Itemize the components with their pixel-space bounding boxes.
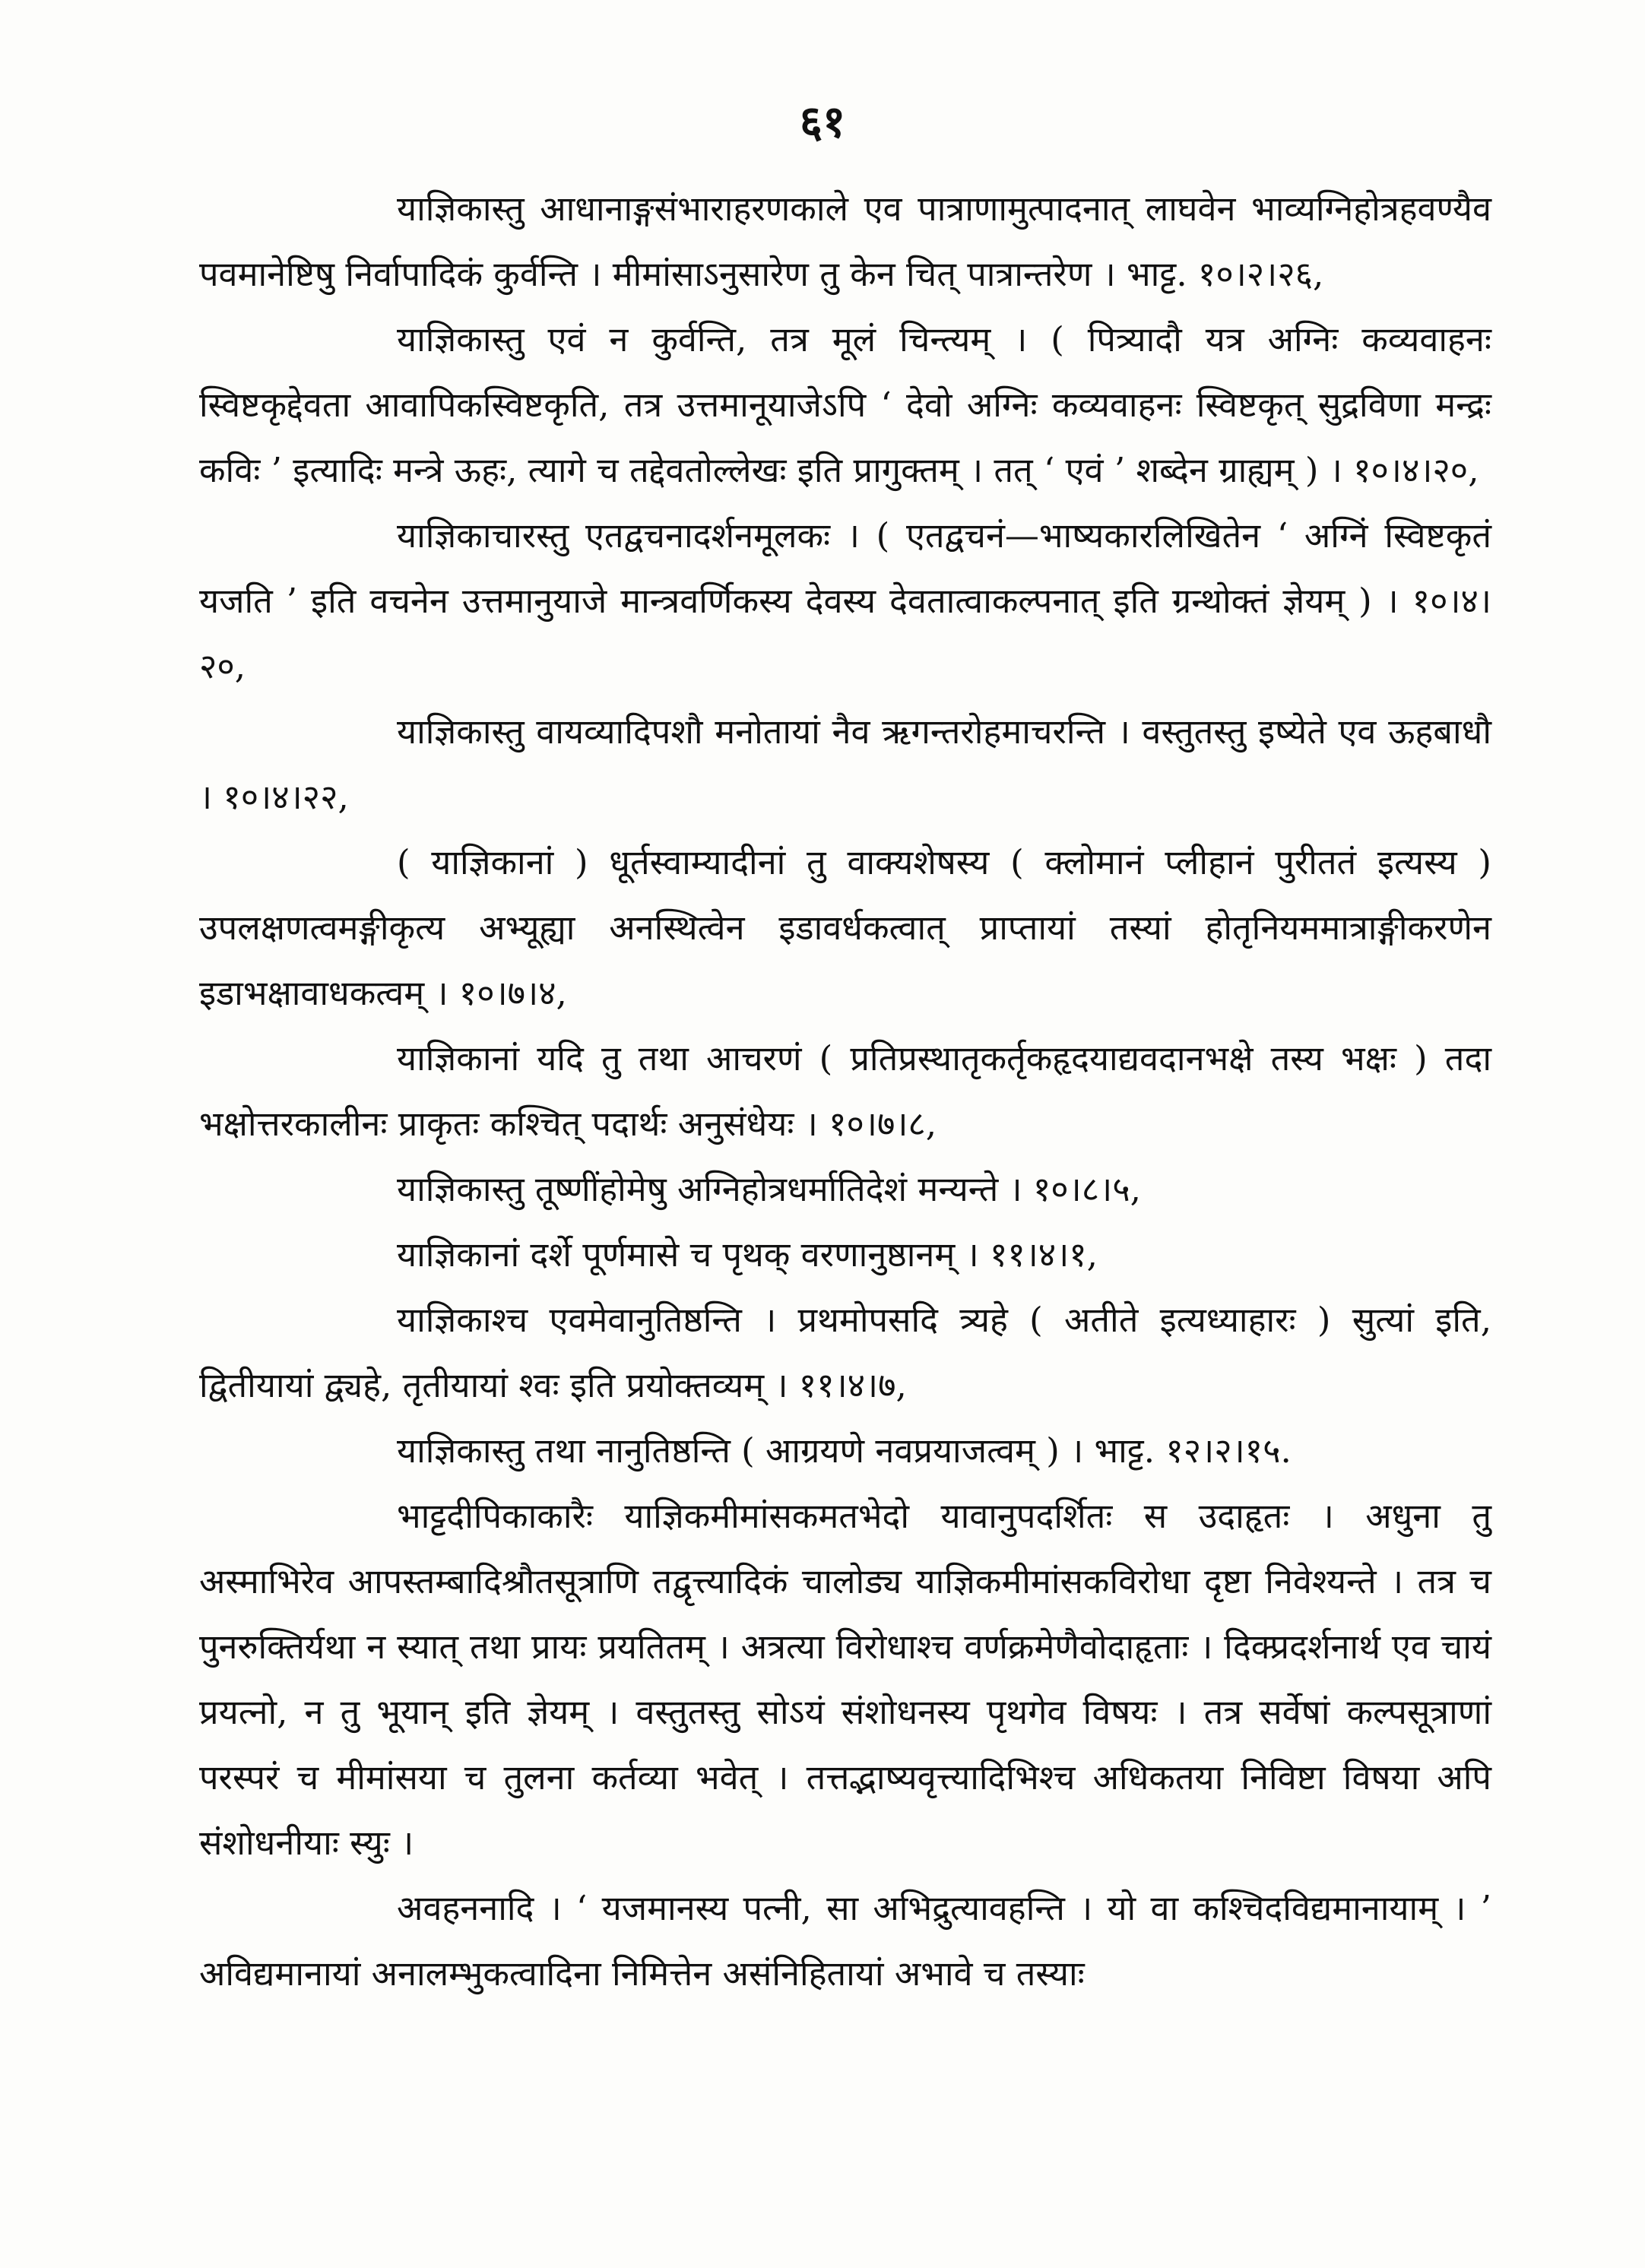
page-number: ६१ [799, 96, 846, 147]
paragraph: याज्ञिकानां यदि तु तथा आचरणं ( प्रतिप्रस्थातृकर्तृकहृदयाद्यवदानभक्षे तस्य भक्षः ) तदा भक्षोत्तरकालीनः प्राकृतः कश्चित् पदार्थः अनुसंधेयः । १०।७।८, [199, 1038, 1491, 1144]
paragraph: याज्ञिकाचारस्तु एतद्वचनादर्शनमूलकः । ( एतद्वचनं—भाष्यकारलिखितेन ‘ अग्निं स्विष्टकृतं यजति ’ इति वचनेन उत्तमानुयाजे मान्त्रवर्णिकस्य देवस्य देवतात्वाकल्पनात् इति ग्रन्थोक्तं ज्ञेयम् ) । १०।४।२०, [199, 515, 1491, 686]
paragraph: याज्ञिकाश्च एवमेवानुतिष्ठन्ति । प्रथमोपसदि त्र्यहे ( अतीते इत्यध्याहारः ) सुत्यां इति, द्वितीयायां द्व्यहे, तृतीयायां श्वः इति प्रयोक्तव्यम् । ११।४।७, [199, 1300, 1491, 1405]
paragraph: अवहननादि । ‘ यजमानस्य पत्नी, सा अभिद्रुत्यावहन्ति । यो वा कश्चिदविद्यमानायाम् । ’ अविद्यमानायां अनालम्भुकत्वादिना निमित्तेन असंनिहितायां अभावे च तस्याः [199, 1888, 1491, 1994]
body-text [199, 176, 1491, 2007]
paragraph: याज्ञिकानां दर्शे पूर्णमासे च पृथक् वरणानुष्ठानम् । ११।४।१, [397, 1234, 1098, 1275]
paragraph: याज्ञिकास्तु वायव्यादिपशौ मनोतायां नैव ऋगन्तरोहमाचरन्ति । वस्तुतस्तु इष्येते एव ऊहबाधौ । १०।४।२२, [199, 711, 1491, 817]
paragraph: याज्ञिकास्तु तथा नानुतिष्ठन्ति ( आग्रयणे नवप्रयाजत्वम् ) । भाट्ट. १२।२।१५. [397, 1430, 1292, 1471]
paragraph: याज्ञिकास्तु एवं न कुर्वन्ति, तत्र मूलं चिन्त्यम् । ( पित्र्यादौ यत्र अग्निः कव्यवाहनः स्विष्टकृद्देवता आवापिकस्विष्टकृति, तत्र उत्तमानूयाजेऽपि ‘ देवो अग्निः कव्यवाहनः स्विष्टकृत् सुद्रविणा मन्द्रः कविः ’ इत्यादिः मन्त्रे ऊहः, त्यागे च तद्देवतोल्लेखः इति प्रागुक्तम् । तत् ‘ एवं ’ शब्देन ग्राह्यम् ) । १०।४।२०, [199, 319, 1491, 490]
paragraph: याज्ञिकास्तु आधानाङ्गसंभाराहरणकाले एव पात्राणामुत्पादनात् लाघवेन भाव्यग्निहोत्रहवण्यैव पवमानेष्टिषु निर्वापादिकं कुर्वन्ति । मीमांसाऽनुसारेण तु केन चित् पात्रान्तरेण । भाट्ट. १०।२।२६, [199, 188, 1491, 294]
paragraph: याज्ञिकास्तु तूष्णींहोमेषु अग्निहोत्रधर्मातिदेशं मन्यन्ते । १०।८।५, [397, 1169, 1141, 1209]
paragraph: ( याज्ञिकानां ) धूर्तस्वाम्यादीनां तु वाक्यशेषस्य ( क्लोमानं प्लीहानं पुरीततं इत्यस्य ) उपलक्षणत्वमङ्गीकृत्य अभ्यूह्या अनस्थित्वेन इडावर्धकत्वात् प्राप्तायां तस्यां होतृनियममात्राङ्गीकरणेन इडाभक्षावाधकत्वम् । १०।७।४, [199, 842, 1491, 1013]
paragraph: भाट्टदीपिकाकारैः याज्ञिकमीमांसकमतभेदो यावानुपदर्शितः स उदाहृतः । अधुना तु अस्माभिरेव आपस्तम्बादिश्रौतसूत्राणि तद्वृत्त्यादिकं चालोड्य याज्ञिकमीमांसकविरोधा दृष्टा निवेश्यन्ते । तत्र च पुनरुक्तिर्यथा न स्यात् तथा प्रायः प्रयतितम् । अत्रत्या विरोधाश्च वर्णक्रमेणैवोदाहृताः । दिक्प्रदर्शनार्थ एव चायं प्रयत्नो, न तु भूयान् इति ज्ञेयम् । वस्तुतस्तु सोऽयं संशोधनस्य पृथगेव विषयः । तत्र सर्वेषां कल्पसूत्राणां परस्परं च मीमांसया च तुलना कर्तव्या भवेत् । तत्तद्भाष्यवृत्त्यादिभिश्च अधिकतया निविष्टा विषया अपि संशोधनीयाः स्युः । [199, 1496, 1491, 1863]
